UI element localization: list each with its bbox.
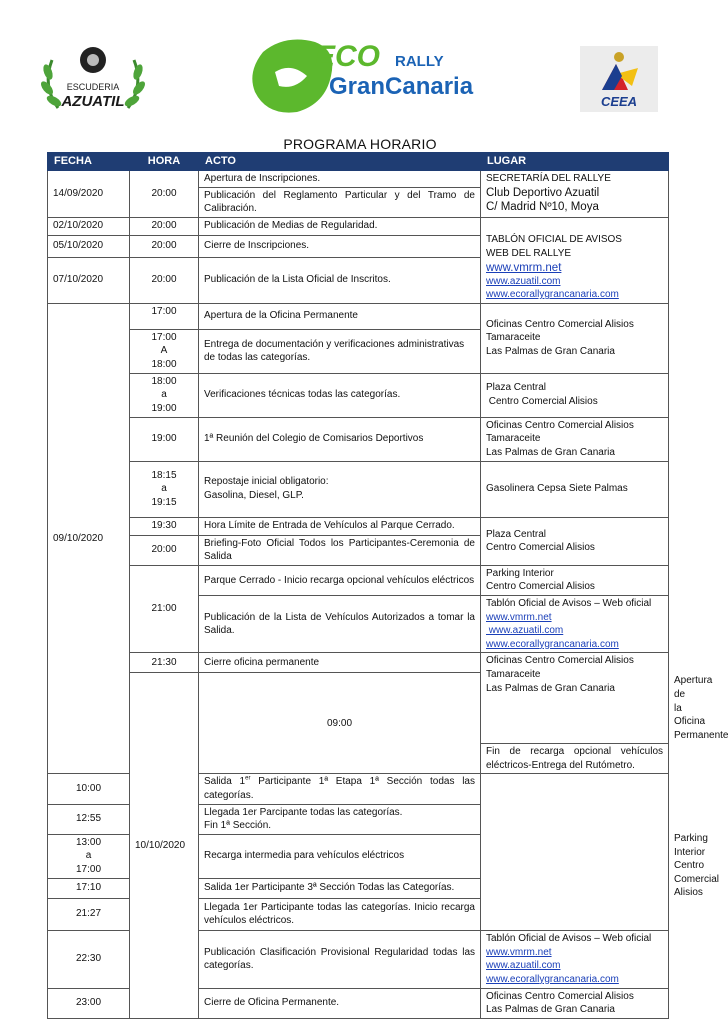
time-line: a [161,483,167,495]
act-cell: Publicación Clasificación Provisional Regularidad todas las categorías. [199,930,481,988]
act-cell: Llegada 1er Participante todas las categorías. Inicio recarga vehículos eléctricos. [199,898,481,930]
table-header-row [48,153,669,171]
act-cell [199,804,481,834]
time-cell: 12:55 [48,804,130,834]
place-line: Tamaraceite [486,332,541,344]
table-row [48,565,669,595]
place-line: Oficinas Centro Comercial Alisios [486,318,634,330]
place-line: Club Deportivo Azuatil [486,186,600,199]
date-cell: 05/10/2020 [48,235,130,257]
time-line: 17:00 [75,864,102,876]
page-title: PROGRAMA HORARIO [283,136,437,152]
place-cell [481,565,669,595]
time-line: 18:15 [151,469,177,481]
table-row [48,517,669,535]
time-line: 17:00 [151,331,177,343]
place-line: Tablón Oficial de Avisos – Web oficial [486,597,652,609]
date-cell: 14/09/2020 [48,171,130,218]
time-cell: 21:30 [130,653,199,673]
website-link[interactable]: www.ecorallygrancanaria.com [486,973,619,985]
time-cell: 10:00 [48,774,130,804]
website-link[interactable]: www.azuatil.com [486,275,561,287]
place-cell [481,171,669,218]
logo-eco-text: ECO [315,40,381,73]
act-cell: Briefing-Foto Oficial Todos los Participantes-Ceremonia de Salida [199,535,481,565]
time-line: 18:00 [151,358,177,370]
place-line: Tamaraceite [486,433,541,445]
place-cell [481,653,669,744]
place-line: Plaza Central [486,382,547,394]
time-cell: 20:00 [130,235,199,257]
time-line: 19:15 [151,496,177,508]
header-fecha: FECHA [48,153,130,171]
time-cell: 23:00 [48,988,130,1018]
logo-right-text: CEEA [600,94,638,109]
time-cell: 20:00 [130,171,199,218]
table-row: 10/10/2020 09:00 Apertura de la Oficina Permanente [48,673,669,744]
place-line: Centro Comercial Alisios [486,542,595,554]
act-text: Participante 1ª Etapa 1ª Sección todas las categorías. [204,776,475,802]
header-hora: HORA [130,153,199,171]
act-cell [199,461,481,517]
time-cell: 09:00 [199,673,481,774]
act-line: Gasolina, Diesel, GLP. [204,490,304,502]
date-cell: 10/10/2020 [130,673,199,1019]
table-row [48,417,669,461]
act-cell: Fin de recarga opcional vehículos eléctricos-Entrega del Rutómetro. [481,744,669,774]
act-cell: Cierre oficina permanente [199,653,481,673]
time-cell [130,461,199,517]
time-cell: 20:00 [130,257,199,303]
act-cell: Publicación del Reglamento Particular y del Tramo de Calibración. [199,187,481,217]
place-cell [481,517,669,565]
date-cell: 07/10/2020 [48,257,130,303]
time-line: 13:00 [75,836,102,848]
time-line: A [160,345,168,357]
table-row [48,171,669,188]
time-cell: 19:30 [130,517,199,535]
act-cell: Cierre de Oficina Permanente. [199,988,481,1018]
website-link[interactable]: www.ecorallygrancanaria.com [486,289,619,301]
date-cell: 09/10/2020 [48,303,130,774]
time-cell: 21:00 [130,565,199,653]
place-line: SECRETARÍA DEL RALLYE [486,173,611,184]
website-link[interactable]: www.vmrm.net [486,946,552,958]
place-line: Las Palmas de Gran Canaria [486,682,615,694]
place-line: Centro Comercial Alisios [486,396,598,408]
place-line: TABLÓN OFICIAL DE AVISOS [486,234,622,246]
table-row [48,373,669,417]
schedule-table [47,152,728,1019]
website-link[interactable]: www.azuatil.com [486,960,561,972]
header-lugar: LUGAR [481,153,669,171]
website-link[interactable]: www.vmrm.net [486,261,562,274]
act-line: Repostaje inicial obligatorio: [204,476,329,488]
act-superscript: er [245,776,251,783]
place-cell [481,217,669,303]
place-line: Tamaraceite [486,668,541,680]
place-cell [481,303,669,373]
table-row [48,303,669,329]
logo-rally-text: RALLY [395,53,444,70]
eco-rally-gran-canaria-logo [245,32,473,120]
act-cell: Parque Cerrado - Inicio recarga opcional vehículos eléctricos [199,565,481,595]
place-line: Centro Comercial Alisios [486,581,595,593]
act-cell: Apertura de la Oficina Permanente [199,303,481,329]
place-line: Parking Interior [486,567,554,579]
place-line: Tablón Oficial de Avisos – Web oficial [486,932,652,944]
place-line: Plaza Central [486,528,547,540]
place-cell [481,373,669,417]
place-line: Oficinas Centro Comercial Alisios [486,990,634,1002]
place-cell [481,930,669,988]
time-line: 18:00 [151,375,177,387]
place-line: Oficinas Centro Comercial Alisios [486,419,634,431]
act-cell: Publicación de Medias de Regularidad. [199,217,481,235]
time-cell: 20:00 [130,535,199,565]
time-line: a [85,850,92,862]
crown-icon [614,52,624,62]
act-cell [199,774,481,804]
website-link[interactable]: www.azuatil.com [486,625,564,637]
date-cell: 02/10/2020 [48,217,130,235]
time-cell: 22:30 [48,930,130,988]
ceea-logo [580,46,658,112]
act-cell: Apertura de Inscripciones. [199,171,481,188]
place-cell [481,988,669,1018]
act-cell: Salida 1er Participante 3ª Sección Todas las Categorías. [199,878,481,898]
act-cell: Publicación de la Lista Oficial de Inscritos. [199,257,481,303]
place-line: WEB DEL RALLYE [486,248,572,259]
time-cell: 21:27 [48,898,130,930]
time-line: 19:00 [151,402,177,414]
website-link[interactable]: www.ecorallygrancanaria.com [486,638,619,650]
time-cell [130,373,199,417]
act-cell: Hora Límite de Entrada de Vehículos al Parque Cerrado. [199,517,481,535]
place-line: Las Palmas de Gran Canaria [486,1004,615,1016]
time-cell [130,329,199,373]
time-cell [48,834,130,878]
act-cell: 1ª Reunión del Colegio de Comisarios Deportivos [199,417,481,461]
act-cell: Verificaciones técnicas todas las categorías. [199,373,481,417]
place-line: C/ Madrid Nº10, Moya [486,200,599,213]
act-cell: Recarga intermedia para vehículos eléctricos [199,834,481,878]
place-line: Las Palmas de Gran Canaria [486,446,615,458]
table-row [48,461,669,517]
logo-gran-text: GranCanaria [329,73,474,100]
place-line: Oficinas Centro Comercial Alisios [486,655,634,667]
time-line: a [161,389,167,401]
table-row [48,217,669,235]
place-cell [481,417,669,461]
act-line: Fin 1ª Sección. [204,820,272,832]
act-line: Llegada 1er Parcipante todas las categorías. [204,806,403,818]
table-row: Fin de recarga opcional vehículos eléctricos-Entrega del Rutómetro. Parking Interior Centro Comercial Alisios [48,744,669,774]
header-acto: ACTO [199,153,481,171]
place-cell [481,595,669,652]
time-cell: 20:00 [130,217,199,235]
place-cell: Gasolinera Cepsa Siete Palmas [481,461,669,517]
act-cell: Publicación de la Lista de Vehículos Autorizados a tomar la Salida. [199,595,481,652]
act-text: Salida 1 [204,776,246,788]
act-cell: Cierre de Inscripciones. [199,235,481,257]
website-link[interactable]: www.vmrm.net [486,611,552,623]
time-cell: 19:00 [130,417,199,461]
logo-left-main-text: AZUATIL [61,93,125,110]
time-cell: 17:00 [130,303,199,329]
escuderia-azuatil-logo [38,38,148,120]
place-line: Las Palmas de Gran Canaria [486,345,615,357]
act-cell: Entrega de documentación y verificaciones administrativas de todas las categorías. [199,329,481,373]
table-row [48,653,669,673]
logo-left-top-text: ESCUDERIA [66,82,120,92]
time-cell: 17:10 [48,878,130,898]
